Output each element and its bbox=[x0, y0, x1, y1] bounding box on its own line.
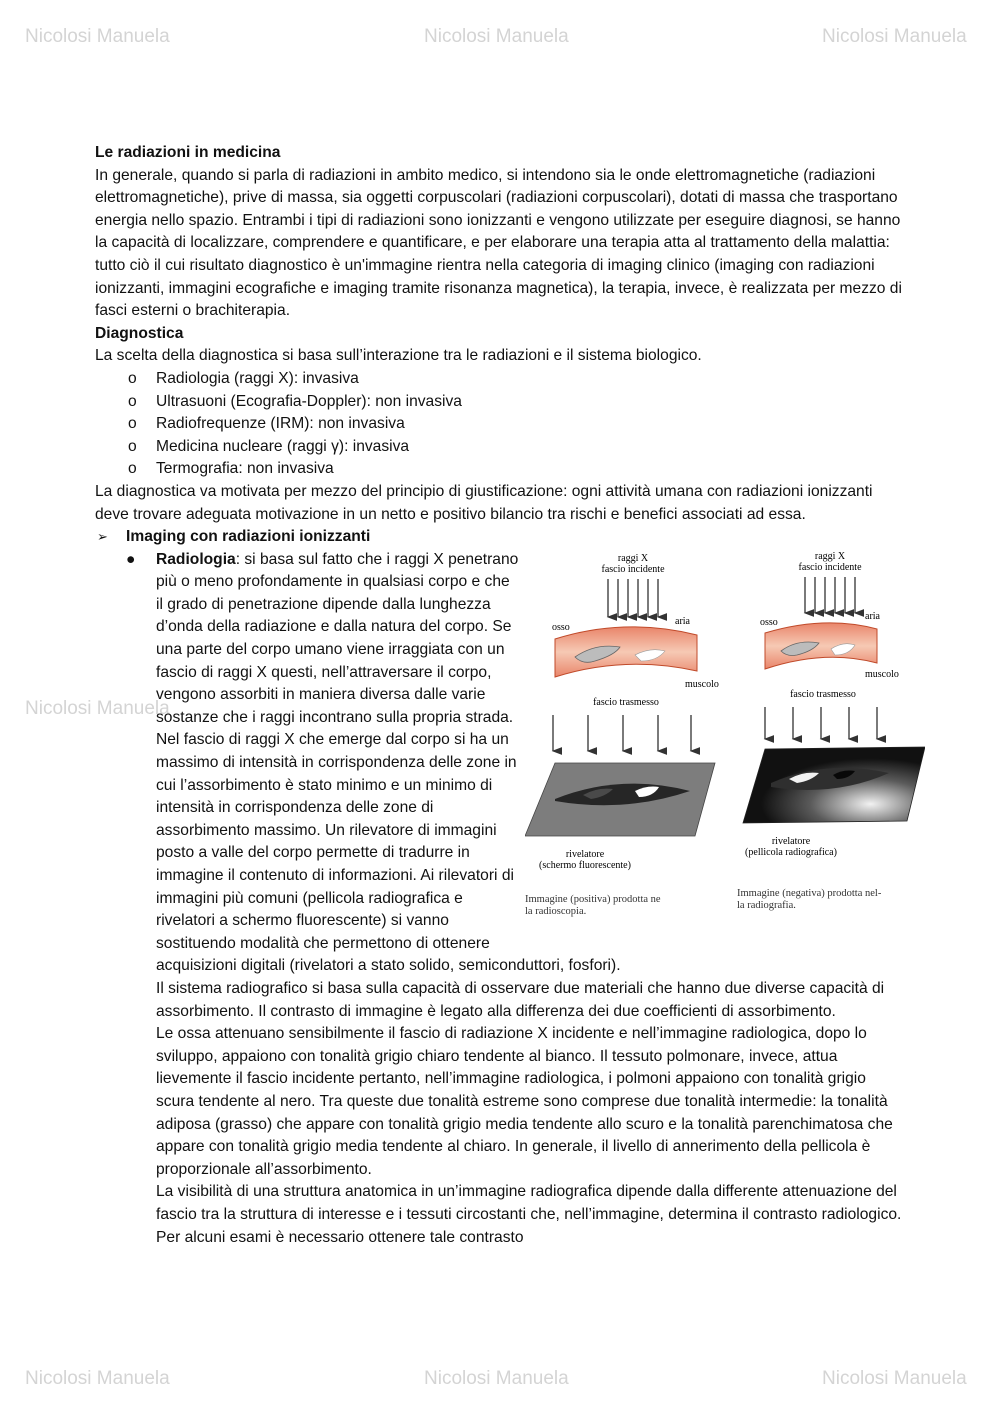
right-incident-rays bbox=[805, 577, 855, 613]
left-incident-rays bbox=[608, 579, 658, 617]
left-beam-label-1: raggi X bbox=[617, 552, 649, 564]
radiologia-text: : si basa sul fatto che i raggi X penetrano più o meno profondamente in qualsiasi corpo e che il grado di penetrazione dipende dalla lunghezza d’onda della radiazione e dalla natura del corpo. Se una parte del corpo umano viene irraggiata con un fascio di raggi X questi, nell’attraversare il corpo, vengono assorbiti in maniera diversa dalle varie sostanze che i raggi incontrano sulla propria strada. Nel fascio di raggi X che emerge dal corpo si ha un massimo di intensità in corrispondenza delle zone in cui l’assorbimento è stato minimo e un minimo di intensità in corrispondenza delle zone di assorbimento massimo. Un rilevatore di immagini posto a valle del corpo permette di tradurre in immagine il contenuto di informazioni. Ai rilevatori di immagini più comuni (pellicola radiografica e rivelatori a schermo fluorescente) si vanno sostituendo modalità che permettono di ottenere acquisizioni digitali (rivelatori a stato solido, semiconduttori, fosfori). bbox=[156, 550, 621, 975]
circle-bullet-icon: o bbox=[128, 392, 137, 410]
radiologia-section bbox=[126, 549, 905, 1249]
list-item bbox=[95, 458, 905, 481]
document-body bbox=[95, 142, 905, 1249]
right-caption-1: Immagine (negativa) prodotta nel- bbox=[737, 887, 882, 899]
list-item-label: Ultrasuoni (Ecografia-Doppler): non invasiva bbox=[156, 392, 462, 410]
diagnostica-list bbox=[95, 368, 905, 481]
right-panel bbox=[737, 551, 925, 911]
left-detector-label-2: (schermo fluorescente) bbox=[539, 859, 631, 871]
left-air-label: aria bbox=[675, 615, 690, 627]
left-bone-label: osso bbox=[552, 621, 570, 633]
watermark-top-right: Nicolosi Manuela bbox=[822, 26, 967, 47]
document-title: Le radiazioni in medicina bbox=[95, 144, 281, 161]
watermark-middle-left: Nicolosi Manuela bbox=[25, 698, 170, 719]
circle-bullet-icon: o bbox=[128, 369, 137, 387]
left-caption-2: la radioscopia. bbox=[525, 905, 587, 917]
watermark-bottom-right: Nicolosi Manuela bbox=[822, 1368, 967, 1389]
list-item bbox=[95, 391, 905, 414]
intro-paragraph: In generale, quando si parla di radiazioni in ambito medico, si intendono sia le onde elettromagnetiche (radiazioni elettromagnetiche), prive di massa, sia oggetti corpuscolari (radiazioni corpuscolari), dotati di massa che trasportano energia nello spazio. Entrambi i tipi di radiazioni sono ionizzanti e vengono utilizzate per eseguire diagnosi, se hanno la capacità di localizzare, comprendere e quantificare, e per elaborare una terapia atta al trattamento della malattia: tutto ciò il cui risultato diagnostico è un'immagine rientra nella categoria di imaging clinico (imaging con radiazioni ionizzanti, immagini ecografiche e imaging tramite risonanza magnetica), la terapia, invece, è realizzata per mezzo di fasci esterni o brachiterapia. bbox=[95, 166, 902, 320]
dot-bullet-icon: ● bbox=[126, 550, 136, 568]
left-body-section bbox=[555, 627, 697, 677]
right-bone-label: osso bbox=[760, 616, 778, 628]
right-transmitted-label: fascio trasmesso bbox=[790, 688, 856, 700]
circle-bullet-icon: o bbox=[128, 415, 137, 433]
left-caption-1: Immagine (positiva) prodotta ne bbox=[525, 893, 661, 905]
arrow-bullet-icon: ➢ bbox=[97, 529, 108, 545]
imaging-heading: Imaging con radiazioni ionizzanti bbox=[126, 528, 371, 546]
right-body-section bbox=[765, 623, 877, 669]
right-air-label: aria bbox=[865, 610, 880, 622]
list-item bbox=[95, 436, 905, 459]
right-muscle-label: muscolo bbox=[865, 668, 899, 680]
right-transmitted-rays bbox=[765, 707, 877, 739]
list-item-label: Radiofrequenze (IRM): non invasiva bbox=[156, 415, 405, 433]
right-caption-2: la radiografia. bbox=[737, 899, 796, 911]
visibility-paragraph: La visibilità di una struttura anatomica in un’immagine radiografica dipende dalla differente attenuazione del fascio tra la struttura di interesse e i tessuti circostanti che, nell’immagine, determina il contrasto radiologico. Per alcuni esami è necessario ottenere tale contrasto bbox=[156, 1183, 902, 1246]
watermark-bottom-center: Nicolosi Manuela bbox=[424, 1368, 569, 1389]
left-panel bbox=[525, 553, 719, 917]
watermark-top-left: Nicolosi Manuela bbox=[25, 26, 170, 47]
list-item-label: Medicina nucleare (raggi γ): invasiva bbox=[156, 437, 410, 455]
left-transmitted-rays bbox=[553, 715, 691, 751]
list-item-label: Termografia: non invasiva bbox=[156, 460, 334, 478]
right-detector-label-2: (pellicola radiografica) bbox=[745, 846, 837, 858]
right-detector-label-1: rivelatore bbox=[771, 835, 811, 847]
list-item-label: Radiologia (raggi X): invasiva bbox=[156, 369, 359, 387]
left-beam-label-2: fascio incidente bbox=[601, 563, 665, 575]
contrast-paragraph: Il sistema radiografico si basa sulla capacità di osservare due materiali che hanno due diverse capacità di assorbimento. Il contrasto di immagine è legato alla differenza dei due coefficienti di assorbimento. bbox=[156, 979, 885, 1020]
diagnostica-heading: Diagnostica bbox=[95, 324, 184, 342]
giustificazione-paragraph: La diagnostica va motivata per mezzo del principio di giustificazione: ogni attività umana con radiazioni ionizzanti deve trovare adeguata motivazione in un netto e positivo bilancio tra rischi e benefici associati ad essa. bbox=[95, 482, 873, 523]
right-beam-label-2: fascio incidente bbox=[798, 561, 862, 573]
radiography-figure bbox=[525, 551, 925, 937]
imaging-heading-item bbox=[95, 526, 905, 549]
list-item bbox=[95, 413, 905, 436]
list-item bbox=[95, 368, 905, 391]
radiography-diagram bbox=[525, 551, 925, 937]
watermark-bottom-left: Nicolosi Manuela bbox=[25, 1368, 170, 1389]
circle-bullet-icon: o bbox=[128, 460, 137, 478]
left-transmitted-label: fascio trasmesso bbox=[593, 696, 659, 708]
circle-bullet-icon: o bbox=[128, 437, 137, 455]
right-beam-label-1: raggi X bbox=[814, 550, 846, 562]
bones-paragraph: Le ossa attenuano sensibilmente il fascio di radiazione X incidente e nell’immagine radiologica, dopo lo sviluppo, appaiono con tonalità grigio chiaro tendente al bianco. Il tessuto polmonare, invece, attua lievemente il fascio incidente pertanto, nell’immagine radiologica, i polmoni appaiono con tonalità grigio scura tendente al nero. Tra queste due tonalità estreme sono comprese due tonalità intermedie: la tonalità adiposa (grasso) che appare con tonalità grigio media tendente allo scuro e la tonalità parenchimatosa che appare con tonalità grigio media tendente al chiaro. In generale, il livello di annerimento della pellicola è proporzionale all’assorbimento. bbox=[156, 1025, 893, 1178]
left-detector-label-1: rivelatore bbox=[565, 848, 605, 860]
watermark-top-center: Nicolosi Manuela bbox=[424, 26, 569, 47]
left-muscle-label: muscolo bbox=[685, 678, 719, 690]
diagnostica-intro: La scelta della diagnostica si basa sull’interazione tra le radiazioni e il sistema biologico. bbox=[95, 347, 702, 365]
radiologia-term: Radiologia bbox=[156, 550, 236, 568]
